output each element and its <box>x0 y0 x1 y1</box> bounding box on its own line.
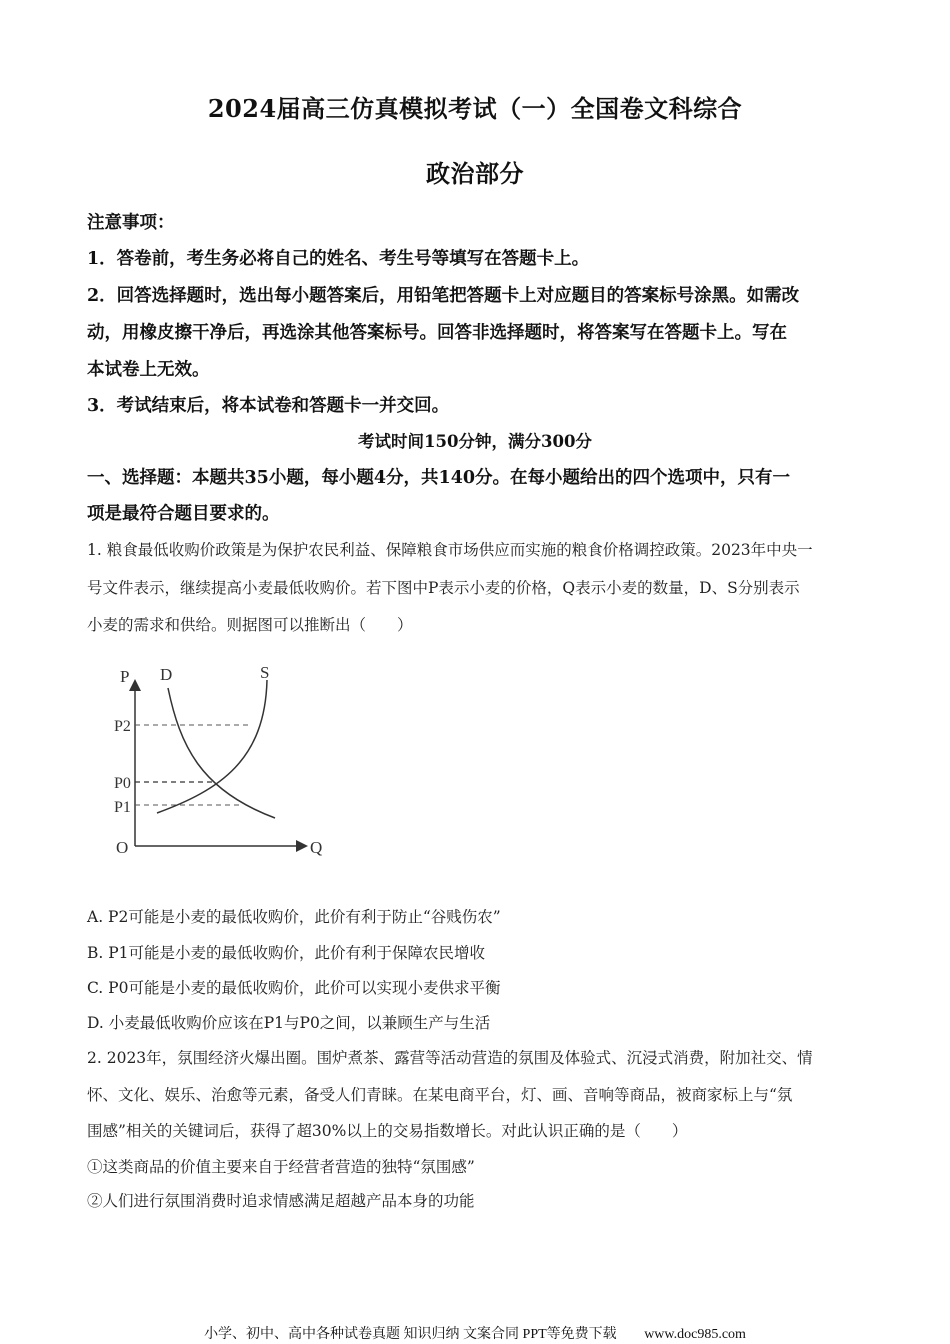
demand-curve <box>168 688 275 818</box>
origin-label: O <box>116 838 129 857</box>
price-level-label: P1 <box>114 799 131 816</box>
question-1-stem: 1. 粮食最低收购价政策是为保护农民利益、保障粮食市场供应而实施的粮食价格调控政策。2023年中央一 <box>87 541 813 559</box>
statement-1: ①这类商品的价值主要来自于经营者营造的独特“氛围感” <box>87 1158 475 1176</box>
price-level-label: P2 <box>114 718 131 735</box>
question-2-stem: 怀、文化、娱乐、治愈等元素，备受人们青睐。在某电商平台，灯、画、音响等商品，被商家标上与“氛 <box>87 1086 793 1104</box>
notice-line: 本试卷上无效。 <box>87 360 210 380</box>
page-footer <box>0 1323 950 1343</box>
option-d: D. 小麦最低收购价应该在P1与P0之间，以兼顾生产与生活 <box>87 1014 491 1032</box>
option-c: C. P0可能是小麦的最低收购价，此价可以实现小麦供求平衡 <box>87 979 501 997</box>
notice-line: 1．答卷前，考生务必将自己的姓名、考生号等填写在答题卡上。 <box>87 249 590 269</box>
question-2-stem: 2. 2023年，氛围经济火爆出圈。围炉煮茶、露营等活动营造的氛围及体验式、沉浸式消费，附加社交、情 <box>87 1049 813 1067</box>
supply-label: S <box>260 663 270 682</box>
exam-info: 考试时间150分钟，满分300分 <box>358 432 592 451</box>
section-heading: 项是最符合题目要求的。 <box>87 504 280 524</box>
footer-url[interactable]: www.doc985.com <box>644 1327 746 1342</box>
option-a: A. P2可能是小麦的最低收购价，此价有利于防止“谷贱伤农” <box>87 908 501 926</box>
y-axis-label: P <box>120 667 130 686</box>
notice-heading: 注意事项： <box>87 213 175 233</box>
statement-2: ②人们进行氛围消费时追求情感满足超越产品本身的功能 <box>87 1192 475 1210</box>
x-axis-label: Q <box>310 838 323 857</box>
document-title: 2024届高三仿真模拟考试（一）全国卷文科综合 <box>207 94 743 123</box>
footer-text: 小学、初中、高中各种试卷真题 知识归纳 文案合同 PPT等免费下载 <box>204 1327 617 1342</box>
supply-curve <box>157 680 267 813</box>
option-b: B. P1可能是小麦的最低收购价，此价有利于保障农民增收 <box>87 944 486 962</box>
question-2-stem: 围感”相关的关键词后，获得了超30%以上的交易指数增长。对此认识正确的是（ ） <box>87 1122 688 1140</box>
section-heading: 一、选择题：本题共35小题，每小题4分，共140分。在每小题给出的四个选项中，只有一 <box>87 468 791 488</box>
demand-label: D <box>160 665 173 684</box>
supply-demand-diagram <box>100 650 340 870</box>
question-1-stem: 小麦的需求和供给。则据图可以推断出（ ） <box>87 616 413 634</box>
notice-line: 2．回答选择题时，选出每小题答案后，用铅笔把答题卡上对应题目的答案标号涂黑。如需改 <box>87 286 800 306</box>
price-level-label: P0 <box>114 775 131 792</box>
document-subtitle: 政治部分 <box>426 159 524 188</box>
notice-line: 动，用橡皮擦干净后，再选涂其他答案标号。回答非选择题时，将答案写在答题卡上。写在 <box>87 323 787 343</box>
notice-line: 3．考试结束后，将本试卷和答题卡一并交回。 <box>87 396 450 416</box>
question-1-stem: 号文件表示，继续提高小麦最低收购价。若下图中P表示小麦的价格，Q表示小麦的数量，D、S分别表示 <box>87 579 800 597</box>
